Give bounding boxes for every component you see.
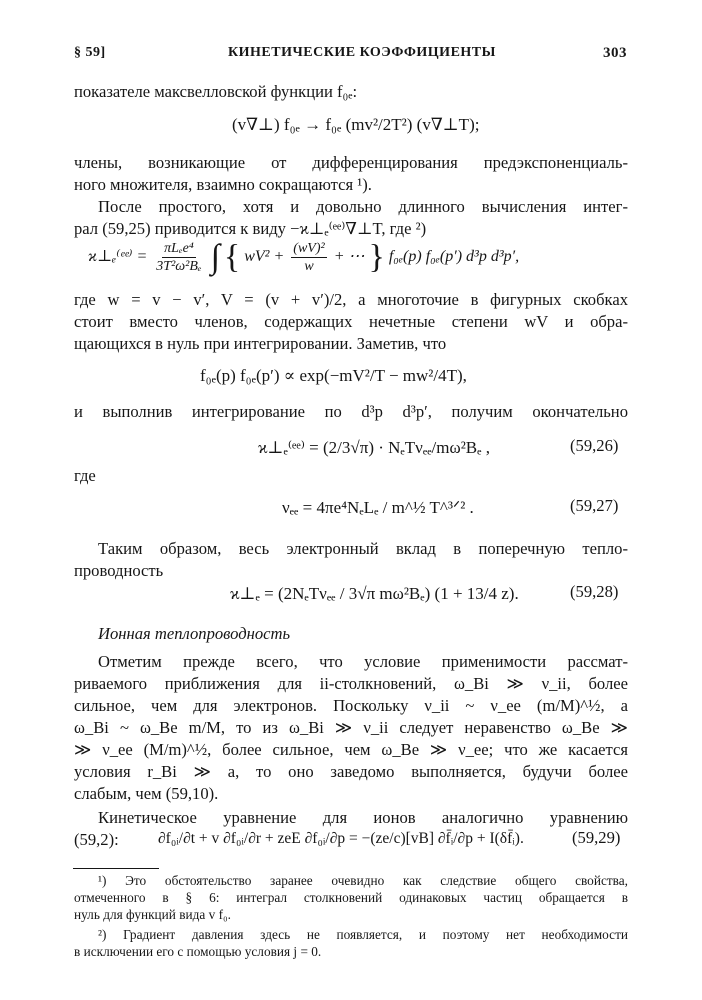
footnote-rule <box>73 868 159 869</box>
footnote-line: отмеченного в § 6: интеграл столкновений одинаковых частиц обращается в <box>74 890 628 905</box>
equation-number: (59,29) <box>572 828 621 847</box>
paragraph-line: и выполнив интегрирование по d³p d³p′, получим окончательно <box>74 402 628 421</box>
paragraph-line: (59,2): <box>74 830 119 849</box>
inner-numerator: (wV)² <box>293 241 325 256</box>
paragraph-line: Таким образом, весь электронный вклад в поперечную тепло- <box>98 539 628 558</box>
running-title: КИНЕТИЧЕСКИЕ КОЭФФИЦИЕНТЫ <box>228 45 496 60</box>
equation-e: νₑₑ = 4πe⁴NₑLₑ / m^½ T^³ᐟ² . <box>282 498 474 517</box>
paragraph-line: Кинетическое уравнение для ионов аналогично уравнению <box>98 808 628 827</box>
paragraph-line: где w = v − v′, V = (v + v′)/2, а многоточие в фигурных скобках <box>74 290 628 309</box>
integral-sign: ∫ <box>210 238 220 276</box>
brace-open: { <box>223 238 241 276</box>
inner-denominator: w <box>304 259 314 274</box>
paragraph-line: ного множителя, взаимно сокращаются ¹). <box>74 175 372 194</box>
equation-c: f₀ₑ(p) f₀ₑ(p′) ∝ exp(−mV²/T − mw²/4T), <box>200 366 467 385</box>
equation-d: ϰ⊥ₑ⁽ᵉᵉ⁾ = (2/3√π) · NₑTνₑₑ/mω²Bₑ , <box>258 438 490 457</box>
paragraph-line: риваемого приближения для ii-столкновений, ω_Bi ≫ ν_ii, более <box>74 674 628 693</box>
paragraph-line: показателе максвелловской функции f₀ₑ: <box>74 82 358 101</box>
brace-close: } <box>368 238 385 276</box>
paragraph-line: слабым, чем (59,10). <box>74 784 219 803</box>
paragraph-line: сильное, чем для электронов. Поскольку ν_ii ~ ν_ee (m/M)^½, а <box>74 696 628 715</box>
paragraph-line: где <box>74 466 96 485</box>
equation-number: (59,28) <box>570 582 619 601</box>
paragraph-line: проводность <box>74 561 164 580</box>
paragraph-line: Отметим прежде всего, что условие применимости рассмат- <box>98 652 628 671</box>
paragraph-line: члены, возникающие от дифференцирования предэкспоненциаль- <box>74 153 628 172</box>
footnote-line: ²) Градиент давления здесь не появляется, и поэтому нет необходимости <box>98 927 628 942</box>
paragraph-line: условия r_Bi ≫ a, то оно заведомо выполняется, будучи более <box>74 762 628 781</box>
equation-b-numerator: πLₑe⁴ <box>164 241 194 256</box>
equation-g: ∂f₀ᵢ/∂t + v ∂f₀ᵢ/∂r + zeE ∂f₀ᵢ/∂p = −(ze/c)[vB] ∂f̄ᵢ/∂p + I(δf̄ᵢ). <box>158 830 524 847</box>
footnote-line: ¹) Это обстоятельство заранее очевидно как следствие общего свойства, <box>98 873 628 888</box>
equation-b-tail: f₀ₑ(p) f₀ₑ(p′) d³p d³p′, <box>388 248 520 266</box>
equation-a: (v∇⊥) f₀ₑ → f₀ₑ (mv²/2T²) (v∇⊥T); <box>232 115 480 134</box>
subheading: Ионная теплопроводность <box>98 624 291 643</box>
equation-f: ϰ⊥ₑ = (2NₑTνₑₑ / 3√π mω²Bₑ) (1 + 13/4 z). <box>230 584 519 603</box>
equation-b-brace-term: wV² + <box>244 248 285 266</box>
equation-b-lhs: ϰ⊥ₑ⁽ᵉᵉ⁾ = <box>88 248 148 266</box>
paragraph-line: ω_Bi ~ ω_Be m/M, то из ω_Bi ≫ ν_ii следует неравенство ω_Be ≫ <box>74 718 628 737</box>
footnote-line: в исключении его с помощью условия j = 0. <box>74 944 322 959</box>
paragraph-line: щающихся в нуль при интегрировании. Заметив, что <box>74 334 447 353</box>
equation-number: (59,26) <box>570 436 619 455</box>
equation-b-inner-fraction <box>291 240 326 275</box>
ellipsis-term: + ⋯ <box>333 248 365 266</box>
equation-b-denominator: 3T²ω²Bₑ <box>156 259 202 274</box>
equation-number: (59,27) <box>570 496 619 515</box>
equation-b <box>88 240 519 275</box>
footnote-line: нуль для функций вида v f₀. <box>74 907 231 922</box>
paragraph-line: После простого, хотя и довольно длинного вычисления интег- <box>98 197 628 216</box>
paragraph-line: стоит вместо членов, содержащих нечетные степени wV и обра- <box>74 312 628 331</box>
paragraph-line: рал (59,25) приводится к виду −ϰ⊥ₑ⁽ᵉᵉ⁾∇⊥T, где ²) <box>74 219 427 238</box>
section-ref: § 59] <box>74 45 106 60</box>
page-number: 303 <box>603 45 627 61</box>
equation-b-fraction <box>154 240 203 275</box>
paragraph-line: ≫ ν_ee (M/m)^½, более сильное, чем ω_Be ≫ ν_ee; что же касается <box>74 740 628 759</box>
